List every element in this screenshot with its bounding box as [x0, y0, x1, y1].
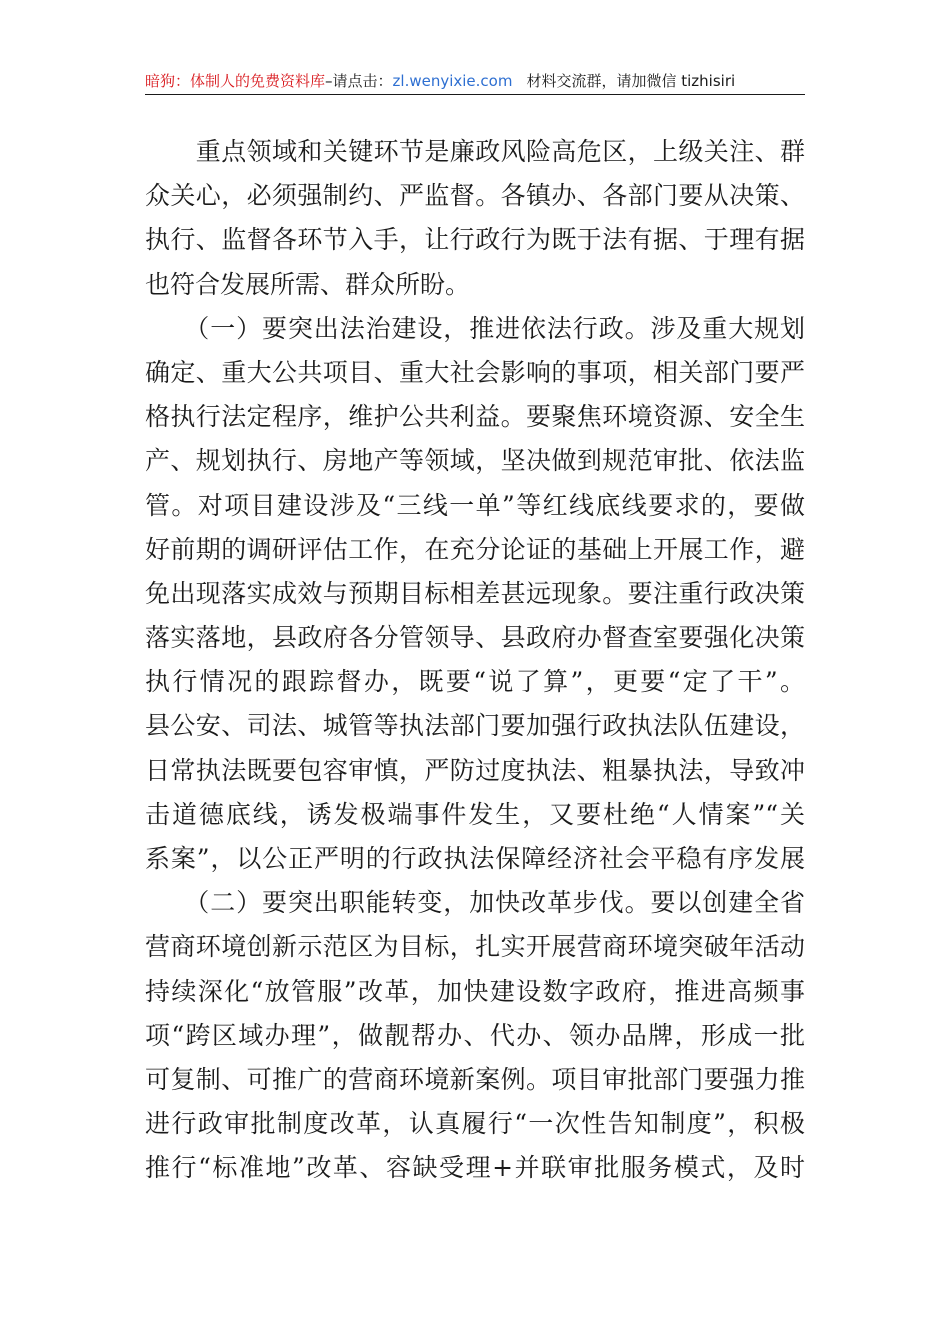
text-line: 也符合发展所需、群众所盼。 — [145, 269, 471, 299]
text-line: 营商环境创新示范区为目标，扎实开展营商环境突破年活动 — [145, 932, 805, 962]
text-line: 格执行法定程序，维护公共利益。要聚焦环境资源、安全生 — [145, 402, 805, 432]
text-line: 执行情况的跟踪督办，既要“说了算”，更要“定了干”。 — [145, 667, 805, 697]
text-line: 推行“标准地”改革、容缺受理+并联审批服务模式，及时 — [145, 1153, 805, 1183]
text-line: 持续深化“放管服”改革，加快建设数字政府，推进高频事 — [145, 976, 805, 1006]
text-line: 产、规划执行、房地产等领域，坚决做到规范审批、依法监 — [145, 446, 805, 476]
text-line: 众关心，必须强制约、严监督。各镇办、各部门要从决策、 — [145, 181, 805, 211]
text-line: 系案”，以公正严明的行政执法保障经济社会平稳有序发展 — [145, 844, 805, 873]
text-line: 重点领域和关键环节是廉政风险高危区，上级关注、群 — [145, 137, 805, 166]
text-line: 管。对项目建设涉及“三线一单”等红线底线要求的，要做 — [145, 490, 805, 520]
header-divider — [145, 94, 805, 95]
text-line: （二）要突出职能转变，加快改革步伐。要以创建全省 — [145, 888, 805, 918]
text-line: 项“跨区域办理”，做靓帮办、代办、领办品牌，形成一批 — [145, 1020, 805, 1050]
text-line: 县公安、司法、城管等执法部门要加强行政执法队伍建设， — [145, 711, 805, 741]
text-line: 日常执法既要包容审慎，严防过度执法、粗暴执法，导致冲 — [145, 755, 805, 785]
text-line: 落实落地，县政府各分管领导、县政府办督查室要强化决策 — [145, 623, 805, 653]
text-line: 可复制、可推广的营商环境新案例。项目审批部门要强力推 — [145, 1064, 805, 1094]
document-body — [145, 130, 805, 1191]
page-header — [145, 68, 805, 94]
text-line: 击道德底线，诱发极端事件发生，又要杜绝“人情案”“关 — [145, 799, 805, 829]
header-brand: 暗狗：体制人的免费资料库 — [145, 72, 326, 90]
text-line: 好前期的调研评估工作，在充分论证的基础上开展工作，避 — [145, 534, 805, 564]
header-wechat: 材料交流群，请加微信 tizhisiri — [526, 72, 736, 90]
text-line: 免出现落实成效与预期目标相差甚远现象。要注重行政决策 — [145, 578, 805, 608]
text-line: 执行、监督各环节入手，让行政行为既于法有据、于理有据 — [145, 225, 805, 255]
text-line: 进行政审批制度改革，认真履行“一次性告知制度”，积极 — [145, 1109, 805, 1139]
text-line: （一）要突出法治建设，推进依法行政。涉及重大规划 — [145, 313, 805, 343]
text-line: 确定、重大公共项目、重大社会影响的事项，相关部门要严 — [145, 357, 805, 387]
header-link[interactable]: zl.wenyixie.com — [392, 72, 513, 90]
header-separator: –请点击： — [325, 72, 393, 90]
